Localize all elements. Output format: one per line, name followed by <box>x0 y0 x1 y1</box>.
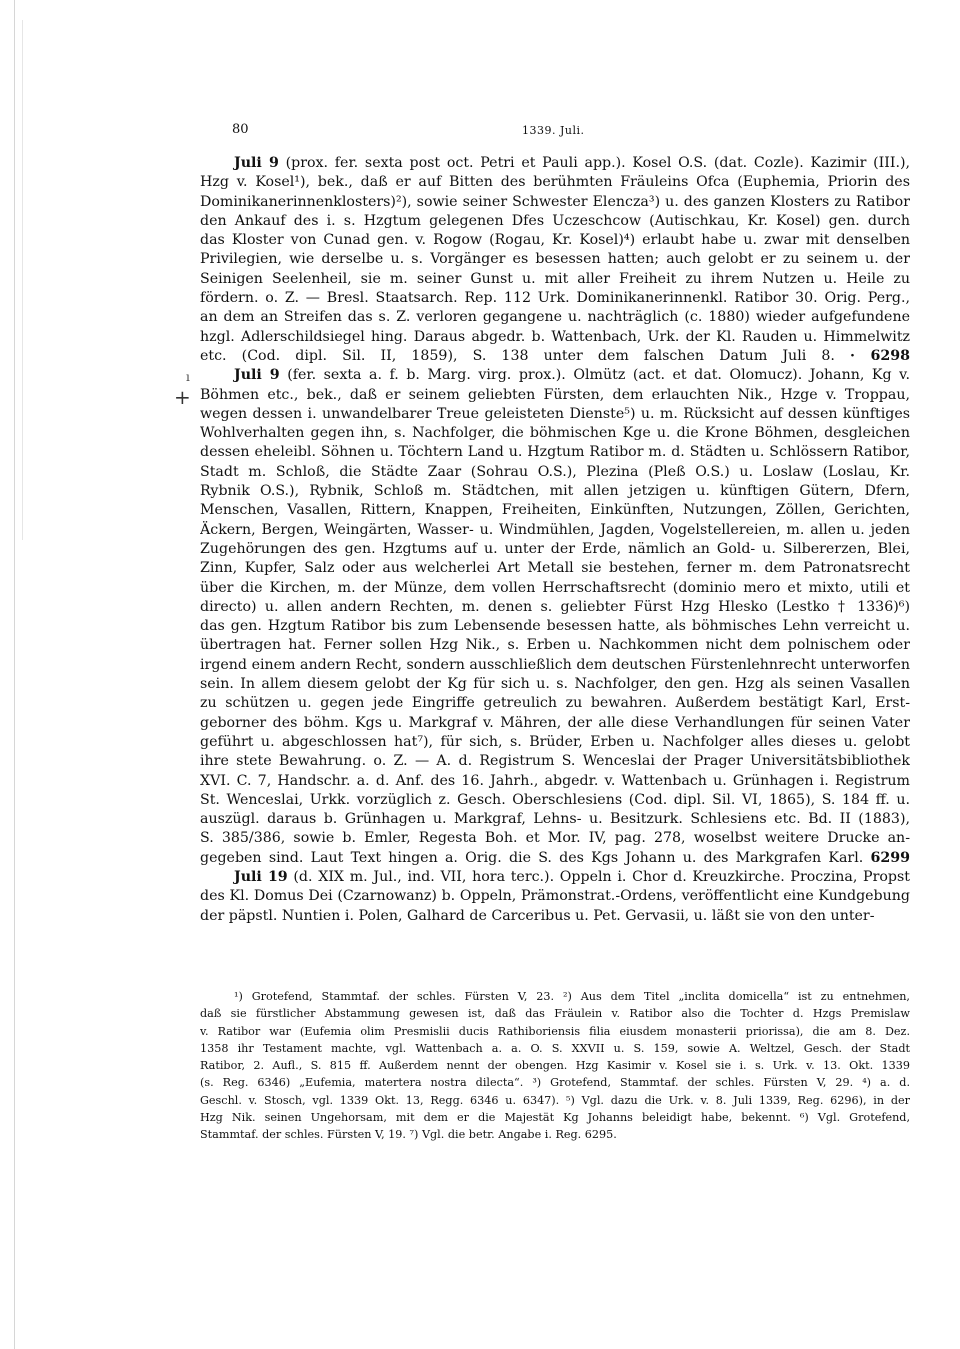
line-text: S. 385/386, sowie b. Emler, Regesta Boh. et Mor. IV, pag. 278, woselbst weitere Drucke an- <box>200 830 910 847</box>
text-line <box>200 714 910 733</box>
main-text <box>200 154 910 926</box>
text-line <box>200 849 910 868</box>
line-text: Privilegien, wie derselbe u. s. Vorgänger es besessen hatten; auch gelobt er zu seinem u. der <box>200 251 910 268</box>
line-text: (prox. fer. sexta post oct. Petri et Pauli app.). Kosel O.S. (dat. Cozle). Kazimir (III.), <box>278 155 910 171</box>
line-text: das Kloster von Cunad gen. v. Rogow (Rogau, Kr. Kosel)⁴) erlaubt habe u. zwar mit denselben <box>200 232 910 249</box>
line-text: übertragen hat. Ferner sollen Hzg Nik., s. Erben u. Nachkommen nicht dem polnischem oder <box>200 637 910 654</box>
text-line <box>200 521 910 540</box>
line-text: directo) u. allen andern Rechten, m. denen s. geliebter Fürst Hzg Hlesko (Lestko † 1336)⁶) <box>200 598 910 615</box>
footnote-line: Hzg Nik. seinen Ungehorsam, mit dem er die Majestät Kg Johanns beleidigt habe, bekennt. ⁶) Vgl. Grotefend, <box>200 1111 910 1125</box>
text-line <box>200 463 910 482</box>
line-text: Böhmen etc., bek., daß er seinem geliebten Fürsten, dem erlauchten Nik., Hzge v. Troppau, <box>200 386 910 403</box>
footnote-line: Stammtaf. der schles. Fürsten V, 19. ⁷) Vgl. die betr. Angabe i. Reg. 6295. <box>200 1128 617 1142</box>
line-text: den Ankauf des i. s. Hzgtum gelegenen Dfes Uczeschcow (Autischkau, Kr. Kosel) gen. durch <box>200 212 910 229</box>
line-text: XVI. C. 7, Handschr. a. d. Anf. des 16. Jahrh., abgedr. v. Wattenbach u. Grünhagen i. Registrum <box>200 772 910 789</box>
line-text: geborner des böhm. Kgs u. Markgraf v. Mähren, der alle diese Verhandlungen für seinen Vater <box>200 714 910 731</box>
text-line <box>200 328 910 347</box>
text-line <box>200 694 910 713</box>
footnote-line: 1358 ihr Testament machte, vgl. Wattenbach a. a. O. S. XXVII u. S. 159, sowie A. Weltzel, Gesch. der Stadt <box>200 1041 910 1055</box>
text-line <box>200 366 910 385</box>
line-text: etc. (Cod. dipl. Sil. II, 1859), S. 138 unter dem falschen Datum Juli 8. <box>200 347 835 364</box>
text-line <box>200 887 910 906</box>
text-line <box>200 173 910 192</box>
line-text: wegen dessen i. unwandelbarer Treue geleisteten Dienste⁵) u. m. Rücksicht auf dessen künftiges <box>200 405 910 422</box>
footnote-line: v. Ratibor war (Eufemia olim Presmislii ducis Rathiboriensis filia eiusdem monasterii priorissa), die am 8. Dez. <box>200 1024 910 1038</box>
line-text: Zinn, Kupfer, Salz oder aus welcherlei Art Metall sie bestehen, ferner m. dem Patronatsrecht <box>200 560 910 577</box>
text-line <box>200 656 910 675</box>
text-line <box>200 347 910 366</box>
running-title: 1339. Juli. <box>522 124 585 137</box>
line-text: Stadt m. Schloß, die Städte Zaar (Sohrau O.S.), Plezina (Pleß O.S.) u. Loslaw (Loslau, Kr. <box>200 463 910 480</box>
line-text: (fer. sexta a. f. b. Marg. virg. prox.). Olmütz (act. et dat. Olomucz). Johann, Kg v. <box>279 367 910 384</box>
line-text: St. Wenceslai, Urkk. vorzüglich z. Gesch. Oberschlesiens (Cod. dipl. Sil. VI, 1865), S. 184 ff. u. <box>200 791 910 808</box>
text-line <box>200 540 910 559</box>
text-line <box>200 386 910 405</box>
footnote-line: Geschl. v. Stosch, vgl. 1339 Okt. 13, Regg. 6346 u. 6347). ⁵) Vgl. dazu die Urk. v. 8. Juli 1339, Reg. 6296), in der <box>200 1093 910 1107</box>
entry-date-heading: Juli 9 <box>234 367 280 384</box>
text-line <box>200 482 910 501</box>
line-text: geführt u. abgeschlossen hat⁷), für sich, s. Brüder, Erben u. Nachfolger alles dieses u. gelobt <box>200 733 910 750</box>
line-text: irgend einem andern Recht, sondern ausschließlich dem deutschen Fürstenlehnrecht unterworfen <box>200 656 910 673</box>
line-text: an dem an Streifen das s. Z. verloren gegangene u. nachträglich (c. 1880) wieder aufgefundene <box>200 309 910 326</box>
text-line <box>200 250 910 269</box>
page-header <box>232 122 912 144</box>
line-text: über die Kirchen, m. der Münze, dem vollen Herrschaftsrecht (dominio mero et mixto, utili et <box>200 579 910 596</box>
text-line <box>200 733 910 752</box>
text-line <box>200 212 910 231</box>
text-line <box>200 791 910 810</box>
regest-number: · 6298 <box>850 347 910 364</box>
text-line <box>200 810 910 829</box>
line-text: Menschen, Vasallen, Rittern, Knappen, Freiheiten, Einkünften, Nutzungen, Zöllen, Gerichten, <box>200 502 910 519</box>
text-line <box>200 752 910 771</box>
line-text: ihre stete Bewahrung. o. Z. — A. d. Registrum S. Wenceslai der Prager Universitätsbibliothek <box>200 753 910 770</box>
line-text: Zugehörungen des gen. Hzgtums auf u. unter der Erde, nämlich an Gold- u. Silbererzen, Blei, <box>200 540 910 557</box>
footnote-line: (s. Reg. 6346) „Eufemia, matertera nostra dilecta“. ³) Grotefend, Stammtaf. der schles. Fürsten V, 29. ⁴) a. d. <box>200 1076 910 1090</box>
line-text: dessen eheleibl. Söhnen u. Töchtern Land u. Hzgtum Ratibor m. d. Städten u. Schlössern Ratibor, <box>200 444 910 461</box>
line-text: zu schützen u. gegen jede Eingriffe getreulich zu bewahren. Außerdem bestätigt Karl, Erst- <box>200 695 910 712</box>
text-line <box>200 289 910 308</box>
line-text: der päpstl. Nuntien i. Polen, Galhard de Carceribus u. Pet. Gervasii, u. läßt sie von den unter- <box>200 907 875 924</box>
scan-edge-line <box>22 20 23 540</box>
page-number: 80 <box>232 122 249 137</box>
text-line <box>200 559 910 578</box>
line-text: hzgl. Adlerschildsiegel hing. Daraus abgedr. b. Wattenbach, Urk. der Kl. Rauden u. Himmelwitz <box>200 328 910 345</box>
text-line <box>200 579 910 598</box>
line-text: sein. In allem diesem gelobt der Kg für sich u. s. Nachfolger, den gen. Hzg als seinen Vasallen <box>200 676 910 693</box>
text-line <box>200 193 910 212</box>
text-line <box>200 829 910 848</box>
line-text: Rybnik O.S.), Rybnik, Schloß m. Städtchen, mit allen jetzigen u. künftigen Gütern, Dfern, <box>200 483 910 500</box>
text-line <box>200 154 910 173</box>
footnote-line: Ratibor, 2. Aufl., S. 815 ff. Außerdem nennt der obengen. Hzg Kasimir v. Kosel sie i. s. Urk. v. 13. Okt. 1339 <box>200 1059 910 1073</box>
footnote-line: ¹) Grotefend, Stammtaf. der schles. Fürsten V, 23. ²) Aus dem Titel „inclita domicella“ ist zu entnehmen, <box>234 990 910 1003</box>
footnote-line: daß sie fürstlicher Abstammung gewesen ist, daß das Fräulein v. Ratibor also die Tochter d. Hzgs Premislaw <box>200 1007 910 1021</box>
line-text: das gen. Hzgtum Ratibor bis zum Lebensende besessen hatte, als böhmisches Lehn verreicht u. <box>200 618 910 635</box>
line-text: auszügl. daraus b. Grünhagen u. Markgraf, Lehns- u. Besitzurk. Schlesiens etc. Bd. II (1883), <box>200 811 910 828</box>
text-line <box>200 636 910 655</box>
footnotes <box>200 988 910 1144</box>
entry-date-heading: Juli 19 <box>234 868 288 885</box>
text-line <box>200 501 910 520</box>
line-text: fördern. o. Z. — Bresl. Staatsarch. Rep. 112 Urk. Dominikanerinnenkl. Ratibor 30. Orig. Perg., <box>200 290 910 307</box>
line-text: (d. XIX m. Jul., ind. VII, hora terc.). Oppeln i. Chor d. Kreuzkirche. Proczina, Propst <box>287 868 910 885</box>
line-text: Dominikanerinnenklosters)²), sowie seiner Schwester Elencza³) u. des ganzen Klosters zu Ratibor <box>200 193 910 210</box>
text-line <box>200 308 910 327</box>
text-line <box>200 772 910 791</box>
line-text: Hzg v. Kosel¹), bek., daß er auf Bitten des berühmten Fräuleins Ofca (Euphemia, Priorin des <box>200 174 910 191</box>
text-line <box>200 617 910 636</box>
entry-date-heading: Juli 9 <box>234 155 279 171</box>
line-text: Äckern, Bergen, Weingärten, Wasser- u. Windmühlen, Jagden, Vogelstellereien, m. allen u. jeden <box>200 521 910 538</box>
text-line <box>200 868 910 887</box>
line-text: gegeben sind. Laut Text hingen a. Orig. die S. des Kgs Johann u. des Markgrafen Karl. <box>200 849 864 866</box>
margin-cross-mark: + <box>174 385 191 409</box>
margin-tick-mark: ı <box>186 370 190 384</box>
text-line <box>200 424 910 443</box>
line-text: Seinigen Seelenheil, sie m. seiner Gunst u. mit aller Freiheit zu ihrem Nutzen u. Heile zu <box>200 270 910 287</box>
text-line <box>200 443 910 462</box>
text-line <box>200 405 910 424</box>
line-text: Wohlverhalten gegen ihn, s. Nachfolger, die böhmischen Kge u. die Krone Böhmen, desgleichen <box>200 425 910 442</box>
scan-edge-line <box>14 0 15 1349</box>
regest-number: 6299 <box>870 849 910 866</box>
line-text: des Kl. Domus Dei (Czarnowanz) b. Oppeln, Prämonstrat.-Ordens, veröffentlicht eine Kundgebung <box>200 888 910 905</box>
text-line <box>200 675 910 694</box>
text-line <box>200 270 910 289</box>
text-line <box>200 231 910 250</box>
text-line <box>200 907 910 926</box>
text-line <box>200 598 910 617</box>
